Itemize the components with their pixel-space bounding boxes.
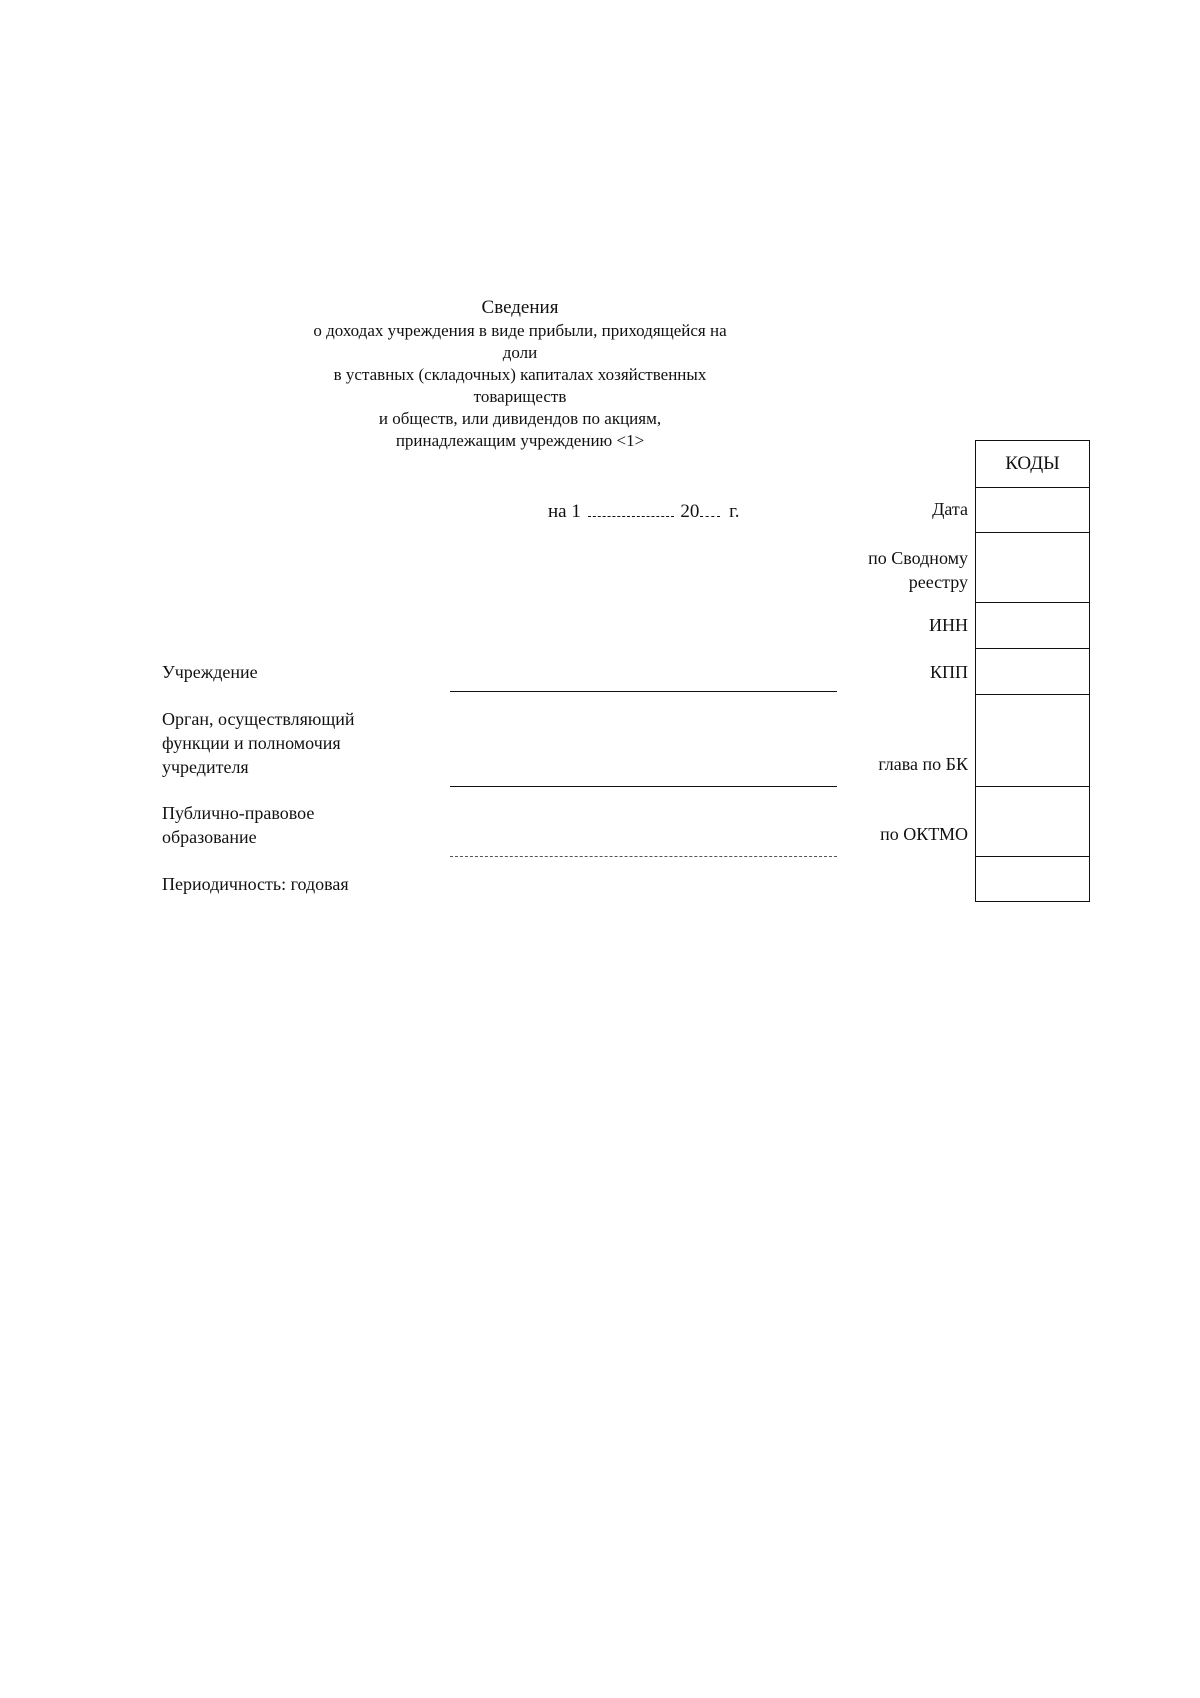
periodicity-label: Периодичность: годовая xyxy=(162,874,349,894)
glava-bk-code-cell[interactable] xyxy=(976,694,1089,786)
oktmo-code-cell[interactable] xyxy=(976,786,1089,856)
glava-bk-code-label: глава по БК xyxy=(878,754,968,774)
public-entity-fill-line[interactable] xyxy=(450,856,837,857)
codes-header: КОДЫ xyxy=(1005,453,1060,474)
document-title-block xyxy=(300,296,740,452)
inn-code-label: ИНН xyxy=(929,615,968,635)
founder-organ-fill-line[interactable] xyxy=(450,786,837,787)
organ-label-line-3: учредителя xyxy=(162,757,249,777)
year-prefix: 20 xyxy=(680,501,700,522)
codes-table xyxy=(975,440,1090,902)
registry-code-cell[interactable] xyxy=(976,532,1089,602)
report-date-line xyxy=(548,500,740,523)
date-code-cell[interactable] xyxy=(976,487,1089,532)
document-subtitle-line-1: о доходах учреждения в виде прибыли, приходящейся на доли xyxy=(313,321,727,362)
date-code-label: Дата xyxy=(932,499,968,519)
registry-code-label-line-2: реестру xyxy=(908,572,968,592)
month-blank-field[interactable] xyxy=(588,500,674,517)
year-suffix: г. xyxy=(729,501,740,522)
document-subtitle-line-4: принадлежащим учреждению <1> xyxy=(395,431,645,450)
document-subtitle-line-2: в уставных (складочных) капиталах хозяйственных товариществ xyxy=(333,365,707,406)
date-prefix: на 1 xyxy=(548,501,581,522)
document-subtitle-line-3: и обществ, или дивидендов по акциям, xyxy=(378,409,662,428)
institution-label: Учреждение xyxy=(162,662,258,682)
periodicity-code-cell[interactable] xyxy=(976,856,1089,901)
organ-label-line-2: функции и полномочия xyxy=(162,733,341,753)
public-entity-label-line-1: Публично-правовое xyxy=(162,803,315,823)
public-entity-label-line-2: образование xyxy=(162,827,257,847)
inn-code-cell[interactable] xyxy=(976,602,1089,648)
document-title: Сведения xyxy=(481,297,559,318)
oktmo-code-label: по ОКТМО xyxy=(880,824,968,844)
organ-label-line-1: Орган, осуществляющий xyxy=(162,709,355,729)
kpp-code-label: КПП xyxy=(929,662,968,682)
institution-fill-line[interactable] xyxy=(450,691,837,692)
year-blank-field[interactable] xyxy=(700,500,720,517)
kpp-code-cell[interactable] xyxy=(976,648,1089,694)
registry-code-label-line-1: по Сводному xyxy=(868,548,968,568)
